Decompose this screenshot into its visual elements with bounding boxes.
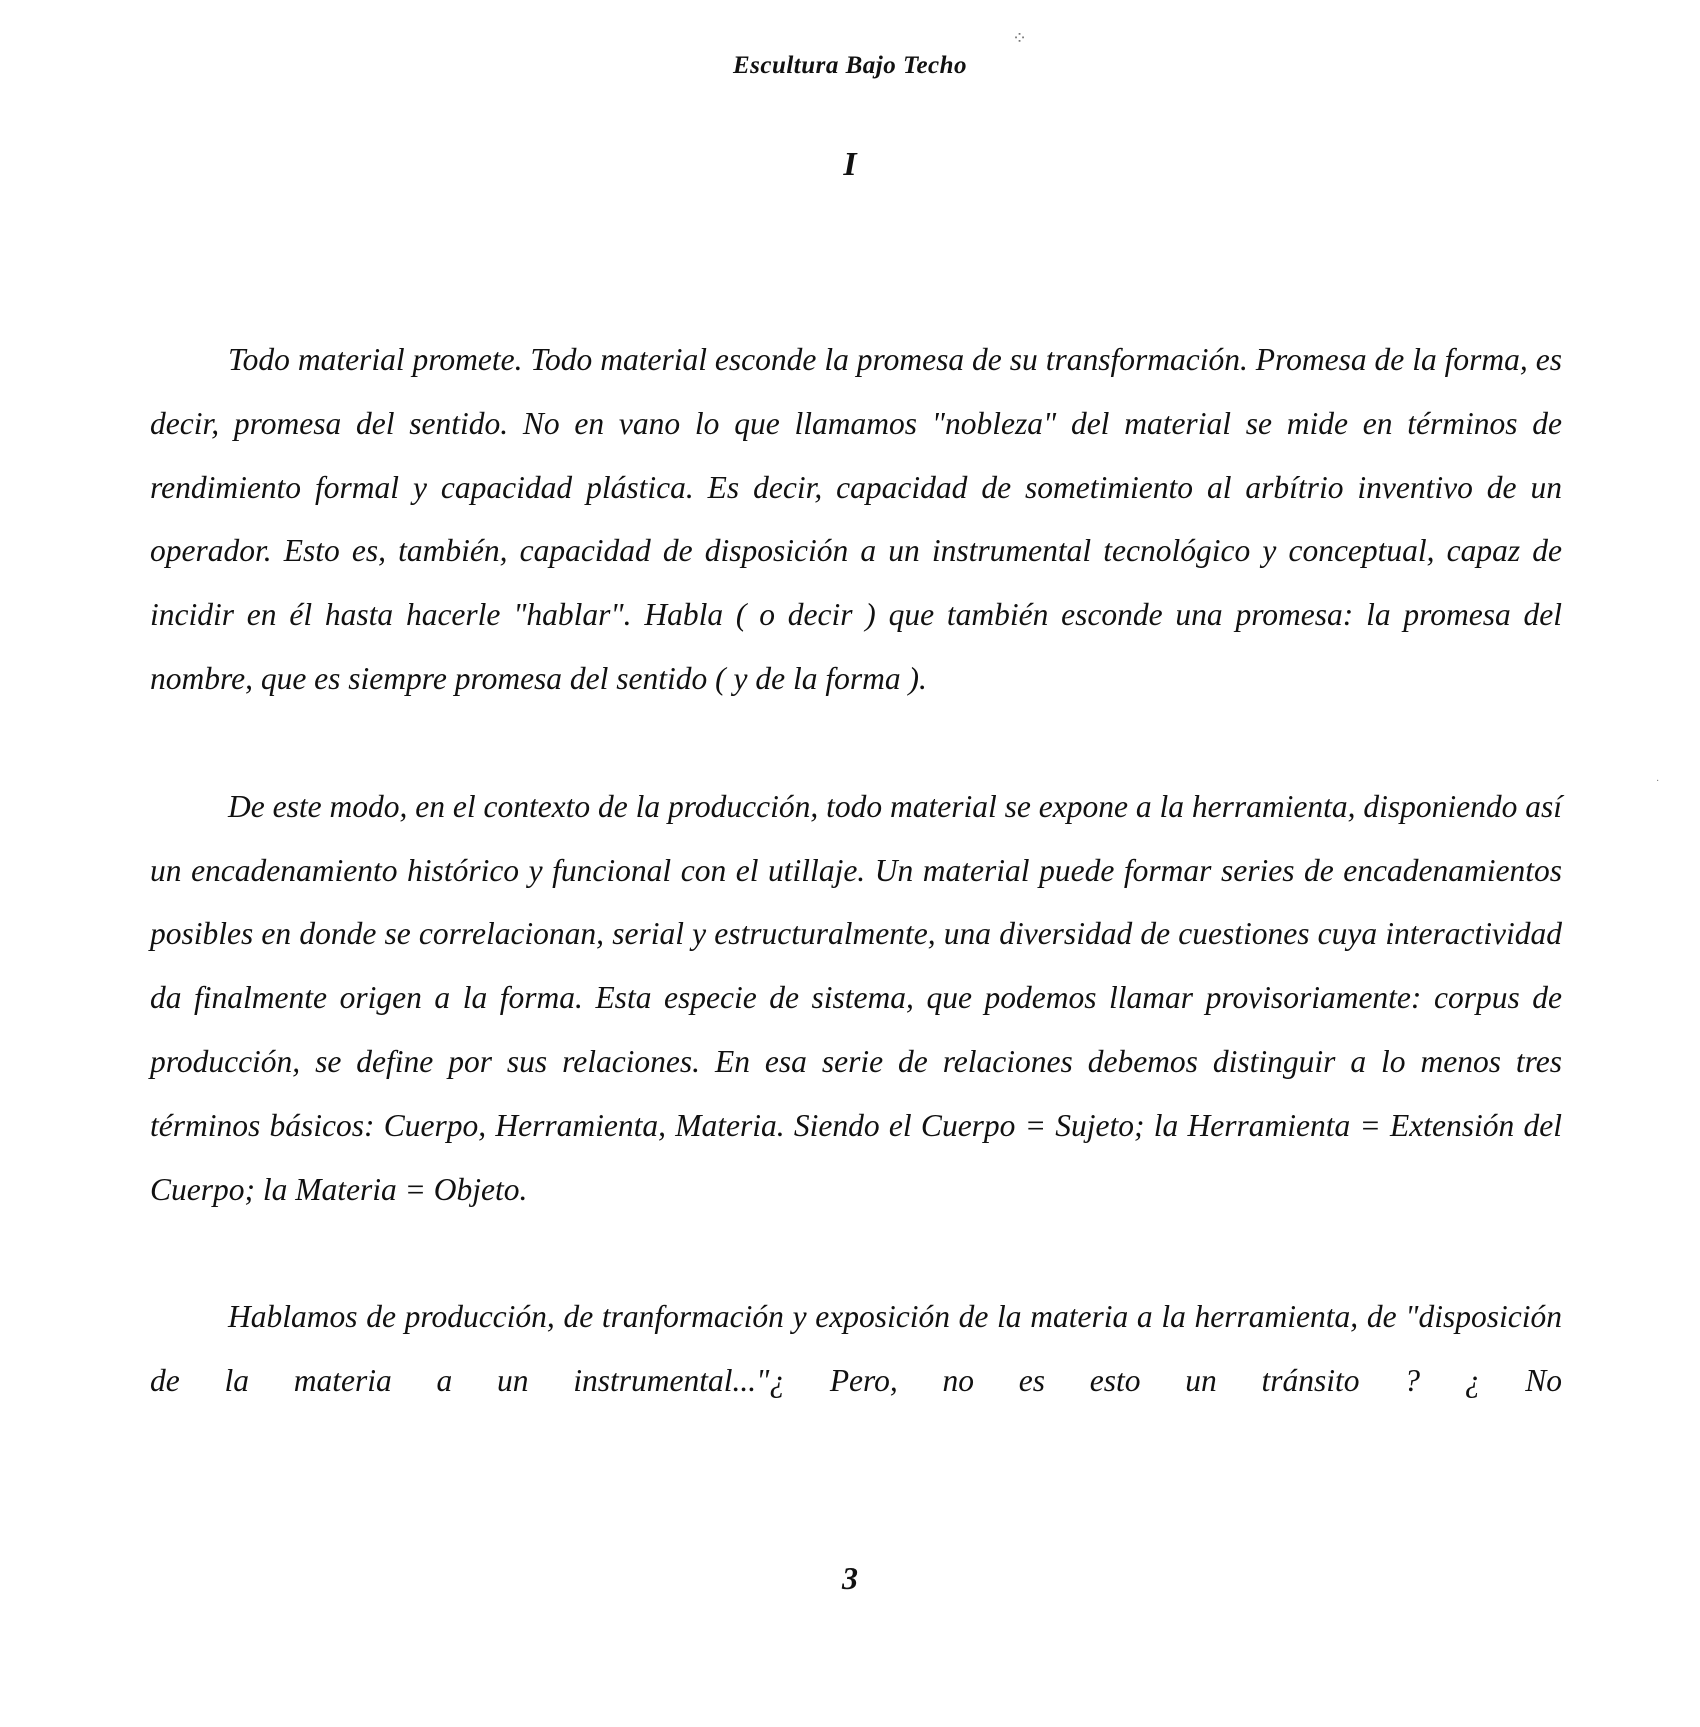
page-number: 3 <box>842 1560 858 1596</box>
scan-speck: ⁘ <box>1012 28 1028 48</box>
body-text <box>150 328 1562 1477</box>
chapter-number: I <box>843 146 857 183</box>
paragraph-1: Todo material promete. Todo material esconde la promesa de su transformación. Promesa de la forma, es decir, promesa del sentido. No en vano lo que llamamos "nobleza" del material se mide en términos de rendimiento formal y capacidad plástica. Es decir, capacidad de sometimiento al arbítrio inventivo de un operador. Esto es, también, capacidad de disposición a un instrumental tecnológico y conceptual, capaz de incidir en él hasta hacerle "hablar". Habla ( o decir ) que también esconde una promesa: la promesa del nombre, que es siempre promesa del sentido ( y de la forma ). <box>150 342 1562 696</box>
paragraph-3: Hablamos de producción, de tranformación y exposición de la materia a la herramienta, de "disposición de la materia a un instrumental..."¿ Pero, no es esto un tránsito ? ¿ No <box>150 1299 1562 1399</box>
paragraph-2: De este modo, en el contexto de la producción, todo material se expone a la herramienta, disponiendo así un encadenamiento histórico y funcional con el utillaje. Un material puede formar series de encadenamientos posibles en donde se correlacionan, serial y estructuralmente, una diversidad de cuestiones cuya interactividad da finalmente origen a la forma. Esta especie de sistema, que podemos llamar provisoriamente: corpus de producción, se define por sus relaciones. En esa serie de relaciones debemos distinguir a lo menos tres términos básicos: Cuerpo, Herramienta, Materia. Siendo el Cuerpo = Sujeto; la Herramienta = Extensión del Cuerpo; la Materia = Objeto. <box>150 788 1562 1207</box>
running-title: Escultura Bajo Techo <box>732 52 968 79</box>
scan-speck: · <box>1656 776 1660 787</box>
